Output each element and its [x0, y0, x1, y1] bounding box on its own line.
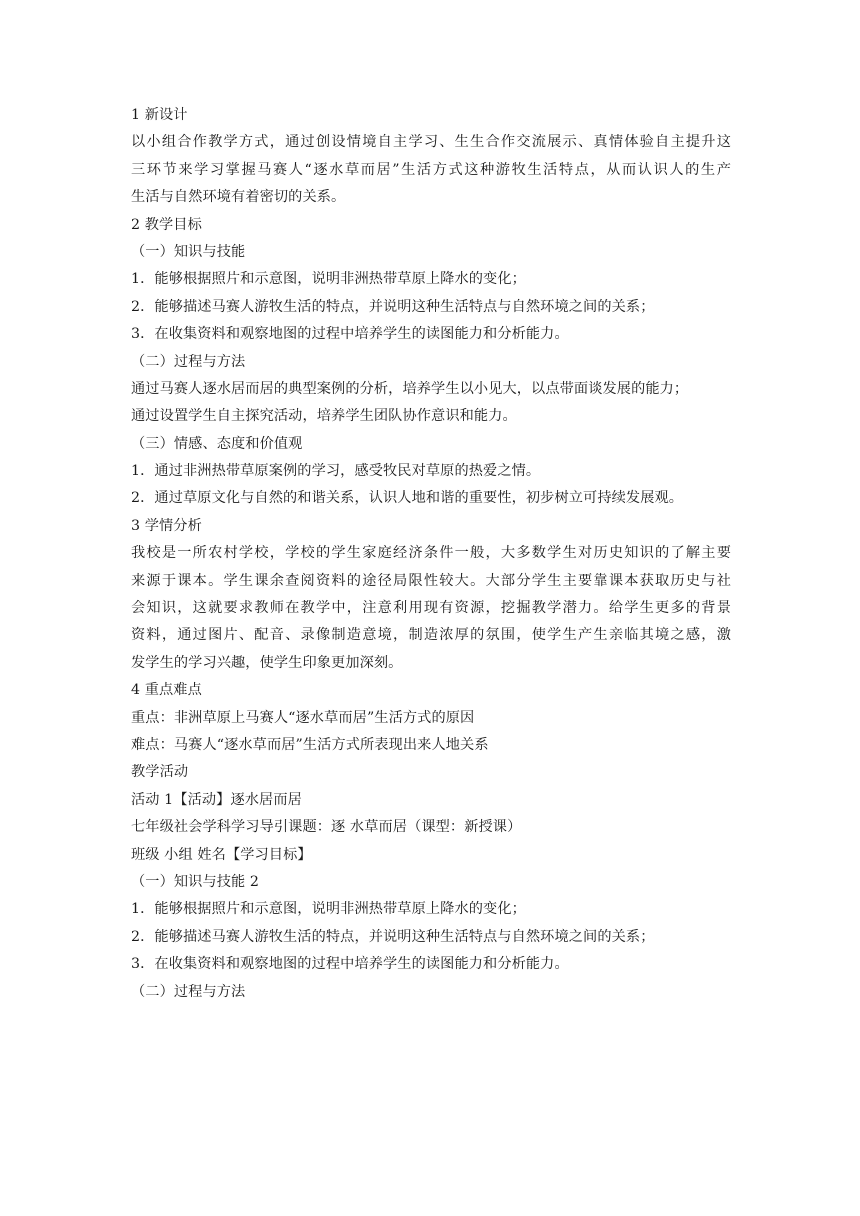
text-line: 3．在收集资料和观察地图的过程中培养学生的读图能力和分析能力。 [131, 326, 569, 343]
text-line: 生活与自然环境有着密切的关系。 [131, 189, 346, 206]
text-line: 资料，通过图片、配音、录像制造意境，制造浓厚的氛围，使学生产生亲临其境之感，激 [131, 627, 731, 644]
text-line: 2．能够描述马赛人游牧生活的特点，并说明这种生活特点与自然环境之间的关系； [131, 928, 655, 945]
text-line: 4 重点难点 [131, 682, 202, 699]
text-line: 活动 1【活动】逐水居而居 [131, 791, 302, 808]
text-line: 来源于课本。学生课余查阅资料的途径局限性较大。大部分学生主要靠课本获取历史与社 [131, 572, 731, 589]
text-line: 难点：马赛人“逐水草而居”生活方式所表现出来人地关系 [131, 736, 489, 753]
text-line: 通过马赛人逐水居而居的典型案例的分析，培养学生以小见大，以点带面谈发展的能力； [131, 380, 689, 397]
text-line: （二）过程与方法 [131, 353, 246, 370]
text-line: 3 学情分析 [131, 517, 202, 534]
text-line: （二）过程与方法 [131, 983, 246, 1000]
text-line: 1．能够根据照片和示意图，说明非洲热带草原上降水的变化； [131, 271, 526, 288]
text-line: 以小组合作教学方式，通过创设情境自主学习、生生合作交流展示、真情体验自主提升这 [131, 134, 731, 151]
document-body [131, 102, 731, 1006]
text-line: 1 新设计 [131, 107, 188, 123]
text-line: （三）情感、态度和价值观 [131, 435, 303, 452]
text-line: 班级 小组 姓名【学习目标】 [131, 846, 312, 863]
text-line: 发学生的学习兴趣，使学生印象更加深刻。 [131, 654, 403, 671]
text-line: 2．通过草原文化与自然的和谐关系，认识人地和谐的重要性，初步树立可持续发展观。 [131, 490, 684, 507]
text-line: 三环节来学习掌握马赛人“逐水草而居”生活方式这种游牧生活特点，从而认识人的生产 [131, 161, 731, 178]
text-line: 2．能够描述马赛人游牧生活的特点，并说明这种生活特点与自然环境之间的关系； [131, 298, 655, 315]
text-line: 通过设置学生自主探究活动，培养学生团队协作意识和能力。 [131, 408, 517, 425]
text-line: 重点：非洲草原上马赛人“逐水草而居”生活方式的原因 [131, 709, 475, 726]
text-line: 会知识，这就要求教师在教学中，注意利用现有资源，挖掘教学潜力。给学生更多的背景 [131, 600, 731, 617]
text-line: 教学活动 [131, 764, 189, 781]
text-line: 1．通过非洲热带草原案例的学习，感受牧民对草原的热爱之情。 [131, 463, 541, 480]
text-line: 3．在收集资料和观察地图的过程中培养学生的读图能力和分析能力。 [131, 956, 569, 973]
text-line: 2 教学目标 [131, 216, 202, 233]
text-line: （一）知识与技能 [131, 243, 246, 260]
text-line: 1．能够根据照片和示意图，说明非洲热带草原上降水的变化； [131, 901, 526, 918]
text-line: 七年级社会学科学习导引课题：逐 水草而居（课型：新授课） [131, 819, 522, 836]
text-line: （一）知识与技能 2 [131, 873, 260, 890]
text-line: 我校是一所农村学校，学校的学生家庭经济条件一般，大多数学生对历史知识的了解主要 [131, 545, 731, 562]
